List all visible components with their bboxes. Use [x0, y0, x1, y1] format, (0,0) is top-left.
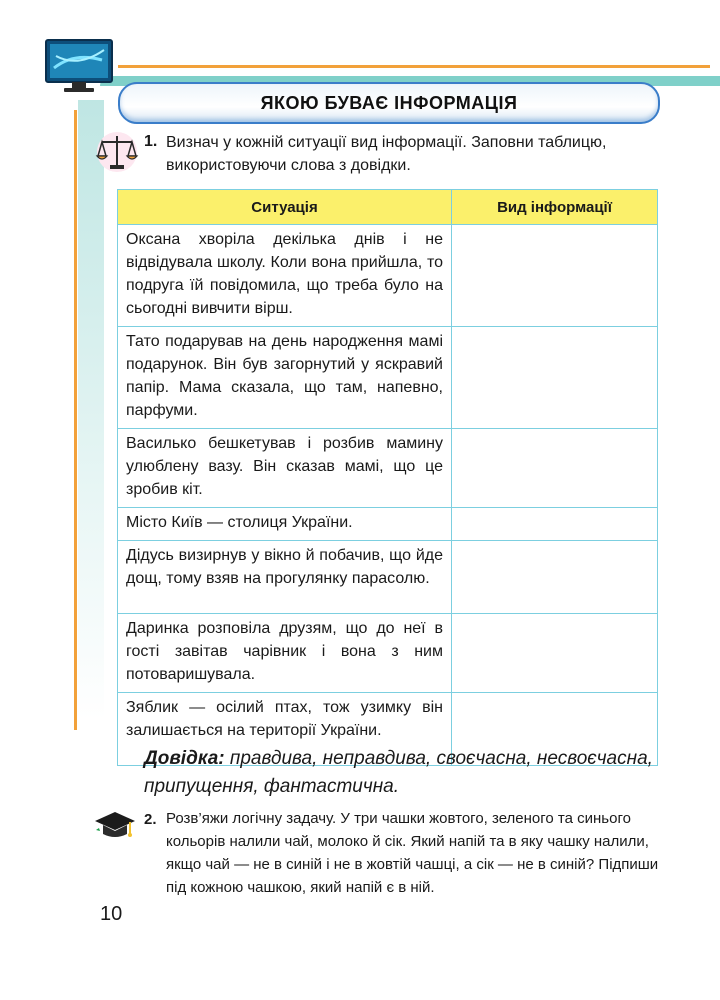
scales-icon [94, 128, 140, 174]
situation-cell: Даринка розповіла друзям, що до неї в гості завітав чарівник і вона з ним потоваришувала. [118, 614, 452, 693]
column-header-situation: Ситуація [118, 190, 452, 225]
decorative-orange-line [118, 65, 710, 68]
task-2-number: 2. [144, 811, 157, 828]
situation-cell: Василько бешкетував і розбив мамину улюблену вазу. Він сказав мамі, що це зробив кіт. [118, 429, 452, 508]
table-row [118, 614, 658, 693]
task-1-instruction: Визнач у кожній ситуації вид інформації. Заповни таблицю, використовуючи слова з довідки. [166, 134, 607, 174]
table-row [118, 429, 658, 508]
section-title-banner [118, 82, 660, 124]
task-1-number: 1. [144, 133, 158, 150]
info-type-answer-cell[interactable] [452, 327, 658, 429]
hint-block [144, 745, 660, 801]
table-row [118, 508, 658, 541]
column-header-info-type: Вид інформації [452, 190, 658, 225]
info-type-answer-cell[interactable] [452, 614, 658, 693]
page-title: ЯКОЮ БУВАЄ ІНФОРМАЦІЯ [260, 92, 518, 113]
table-row [118, 225, 658, 327]
decorative-orange-vertical-line [74, 110, 77, 730]
situation-cell: Оксана хворіла декілька днів і не відвідувала школу. Коли вона прийшла, то подруга їй повідомила, що треба було на сьогодні вивчити вірш. [118, 225, 452, 327]
info-type-answer-cell[interactable] [452, 429, 658, 508]
situation-cell: Зяблик — осілий птах, тож узимку він залишається на території України. [118, 693, 452, 766]
hint-words: правдива, неправдива, своєчасна, несвоєчасна, припущення, фантастична. [144, 748, 653, 797]
info-type-answer-cell[interactable] [452, 225, 658, 327]
info-type-answer-cell[interactable] [452, 508, 658, 541]
task-2-instruction: Розв’яжи логічну задачу. У три чашки жовтого, зеленого та синього кольорів налили чай, молоко й сік. Який напій та в яку чашку налили, якщо чай — не в синій і не в жовтій чашці, а сік — не в синій? Підпиши під кожною чашкою, який напій є в ній. [166, 810, 659, 896]
situation-cell: Місто Київ — столиця України. [118, 508, 452, 541]
hint-label: Довідка: [144, 748, 225, 769]
table-row [118, 541, 658, 614]
graduation-cap-icon [94, 808, 136, 842]
situation-cell: Дідусь визирнув у вікно й побачив, що йде дощ, тому взяв на прогулянку парасолю. [118, 541, 452, 614]
table-header-row [118, 190, 658, 225]
monitor-icon [44, 38, 118, 94]
info-type-answer-cell[interactable] [452, 541, 658, 614]
situations-table [117, 189, 658, 766]
situation-cell: Тато подарував на день народження мамі подарунок. Він був загорнутий у яскравий папір. Мама сказала, що там, напевно, парфуми. [118, 327, 452, 429]
page-number: 10 [100, 903, 123, 925]
table-row [118, 327, 658, 429]
decorative-side-bar [78, 100, 104, 720]
